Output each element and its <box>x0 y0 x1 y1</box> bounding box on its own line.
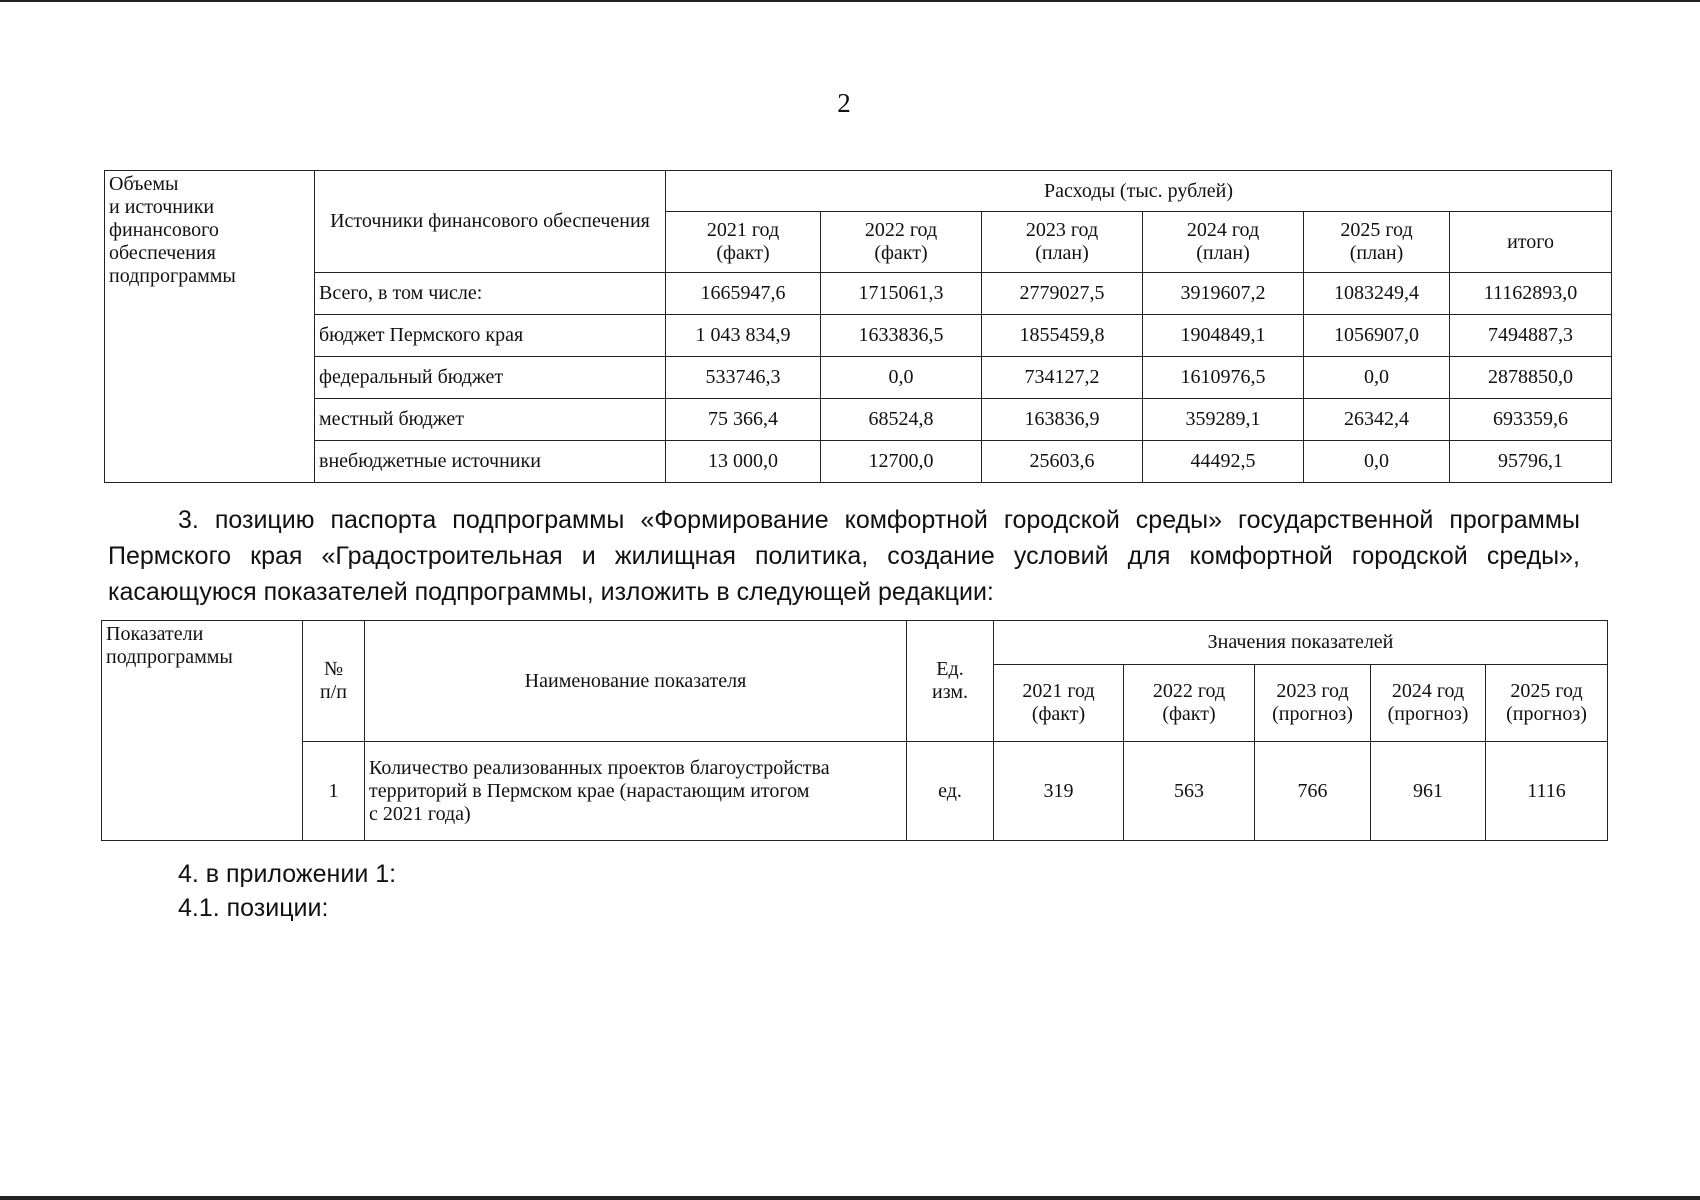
table-row <box>105 273 1612 315</box>
table-row <box>105 399 1612 441</box>
year-header-label: 2022 год (факт) <box>864 219 938 264</box>
name-header: Наименование показателя <box>524 669 747 692</box>
indicator-value: 563 <box>1124 742 1255 841</box>
total-cell: 95796,1 <box>1450 441 1612 483</box>
value-cell: 1056907,0 <box>1304 315 1450 357</box>
table-row <box>102 742 1608 841</box>
source-name: местный бюджет <box>315 399 666 441</box>
value-cell: 1 043 834,9 <box>666 315 821 357</box>
year-header-label: 2024 год (прогноз) <box>1387 680 1469 725</box>
year-header-label: 2024 год (план) <box>1186 219 1260 264</box>
year-header-label: 2021 год (факт) <box>1022 680 1095 725</box>
item-4-1: 4.1. позиции: <box>178 894 329 922</box>
value-cell: 3919607,2 <box>1143 273 1304 315</box>
value-cell: 0,0 <box>1304 357 1450 399</box>
financing-section-label-text: Объемы и источники финансового обеспечения подпрограммы <box>109 173 236 287</box>
value-cell: 2779027,5 <box>982 273 1143 315</box>
year-header-label: 2025 год (план) <box>1340 219 1413 264</box>
financing-section-label <box>105 171 315 483</box>
year-header <box>1304 212 1450 273</box>
year-header <box>821 212 982 273</box>
year-header-label: 2023 год (прогноз) <box>1272 680 1353 725</box>
year-header <box>1124 665 1255 742</box>
scan-bottom-border <box>0 1196 1700 1200</box>
value-cell: 12700,0 <box>821 441 982 483</box>
indicator-number: 1 <box>303 742 365 841</box>
value-cell: 44492,5 <box>1143 441 1304 483</box>
value-cell: 359289,1 <box>1143 399 1304 441</box>
indicator-value: 1116 <box>1486 742 1608 841</box>
value-cell: 1904849,1 <box>1143 315 1304 357</box>
indicators-section-label <box>102 621 303 841</box>
name-header-cell <box>365 621 907 742</box>
indicator-value: 766 <box>1255 742 1371 841</box>
value-cell: 13 000,0 <box>666 441 821 483</box>
indicator-value: 319 <box>994 742 1124 841</box>
value-cell: 533746,3 <box>666 357 821 399</box>
year-header <box>666 212 821 273</box>
item-4: 4. в приложении 1: <box>178 860 397 888</box>
value-cell: 0,0 <box>1304 441 1450 483</box>
values-header: Значения показателей <box>1207 631 1394 653</box>
financing-table <box>104 170 1612 483</box>
source-name: внебюджетные источники <box>315 441 666 483</box>
table-row <box>105 441 1612 483</box>
value-cell: 26342,4 <box>1304 399 1450 441</box>
unit-header: Ед. изм. <box>932 658 968 703</box>
indicators-table <box>101 620 1608 841</box>
value-cell: 1855459,8 <box>982 315 1143 357</box>
value-cell: 1715061,3 <box>821 273 982 315</box>
value-cell: 1665947,6 <box>666 273 821 315</box>
num-header: № п/п <box>320 658 347 703</box>
year-header <box>1371 665 1486 742</box>
total-header <box>1450 212 1612 273</box>
source-header-cell <box>315 171 666 273</box>
value-cell: 1083249,4 <box>1304 273 1450 315</box>
total-cell: 7494887,3 <box>1450 315 1612 357</box>
indicators-section-label-text: Показатели подпрограммы <box>106 623 233 668</box>
table-row <box>105 315 1612 357</box>
source-name: федеральный бюджет <box>315 357 666 399</box>
source-header: Источники финансового обеспечения <box>330 210 650 232</box>
indicator-name: Количество реализованных проектов благоустройства территорий в Пермском крае (нарастающим итогом с 2021 года) <box>369 756 830 825</box>
source-name: бюджет Пермского края <box>315 315 666 357</box>
year-header <box>994 665 1124 742</box>
expenses-header-cell <box>666 171 1612 212</box>
total-cell: 693359,6 <box>1450 399 1612 441</box>
value-cell: 25603,6 <box>982 441 1143 483</box>
year-header <box>1486 665 1608 742</box>
value-cell: 0,0 <box>821 357 982 399</box>
value-cell: 734127,2 <box>982 357 1143 399</box>
indicator-value: 961 <box>1371 742 1486 841</box>
year-header <box>1143 212 1304 273</box>
indicator-unit: ед. <box>907 742 994 841</box>
year-header-label: 2021 год (факт) <box>706 219 780 264</box>
year-header <box>1255 665 1371 742</box>
expenses-header: Расходы (тыс. рублей) <box>1044 179 1234 202</box>
page-number: 2 <box>837 88 851 118</box>
unit-header-cell <box>907 621 994 742</box>
indicator-name-cell <box>365 742 907 841</box>
values-header-cell <box>994 621 1608 665</box>
year-header-label: 2022 год (факт) <box>1152 680 1226 725</box>
value-cell: 1610976,5 <box>1143 357 1304 399</box>
num-header-cell <box>303 621 365 742</box>
scan-top-border <box>0 0 1700 2</box>
year-header-label: 2025 год (прогноз) <box>1506 680 1587 725</box>
value-cell: 1633836,5 <box>821 315 982 357</box>
total-cell: 11162893,0 <box>1450 273 1612 315</box>
total-cell: 2878850,0 <box>1450 357 1612 399</box>
year-header-label: 2023 год (план) <box>1025 219 1099 264</box>
value-cell: 163836,9 <box>982 399 1143 441</box>
year-header <box>982 212 1143 273</box>
value-cell: 75 366,4 <box>666 399 821 441</box>
paragraph-3: 3. позицию паспорта подпрограммы «Формирование комфортной городской среды» государственной программы Пермского края «Градостроительная и жилищная политика, создание условий для комфортной городской среды», касающуюся показателей подпрограммы, изложить в следующей редакции: <box>108 506 1580 606</box>
source-name: Всего, в том числе: <box>315 273 666 315</box>
table-row <box>105 357 1612 399</box>
total-header-label: итого <box>1507 230 1554 253</box>
value-cell: 68524,8 <box>821 399 982 441</box>
